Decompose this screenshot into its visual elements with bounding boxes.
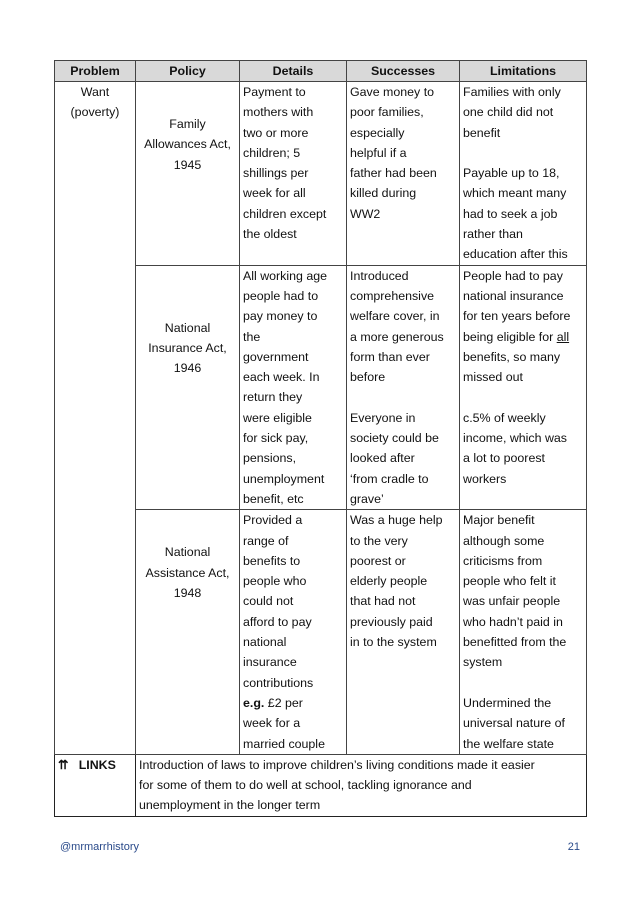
- problem-cell: Want (poverty): [55, 82, 136, 755]
- links-row: [55, 754, 587, 816]
- welfare-table: [54, 60, 587, 817]
- header-limitations: Limitations: [460, 61, 587, 82]
- successes-cell: Was a huge help to the very poorest or elderly people that had not previously paid in to the system: [347, 510, 460, 755]
- header-policy: Policy: [136, 61, 240, 82]
- details-bold-text: e.g.: [243, 695, 265, 710]
- details-cell: All working age people had to pay money to the government each week. In return they were eligible for sick pay, pensions, unemployment benefit, etc: [240, 265, 347, 510]
- double-up-arrow-icon: ⇈: [58, 757, 69, 772]
- limitations-cell: [460, 265, 587, 510]
- links-label-cell: [55, 754, 136, 816]
- links-label: LINKS: [78, 757, 116, 772]
- limitations-text-a: People had to pay national insurance for ten years before being eligible for: [463, 268, 571, 344]
- limitations-text-b: benefits, so many missed out c.5% of weekly income, which was a lot to poorest workers: [463, 349, 567, 486]
- header-successes: Successes: [347, 61, 460, 82]
- details-text-b: £2 per week for a married couple: [243, 695, 325, 751]
- header-problem: Problem: [55, 61, 136, 82]
- details-text-a: Provided a range of benefits to people who could not afford to pay national insurance contributions: [243, 513, 314, 690]
- policy-cell: National Insurance Act, 1946: [136, 265, 240, 510]
- successes-cell: Gave money to poor families, especially helpful if a father had been killed during WW2: [347, 82, 460, 266]
- links-text: Introduction of laws to improve children’s living conditions made it easier for some of them to do well at school, tackling ignorance and unemployment in the longer term: [136, 754, 587, 816]
- header-details: Details: [240, 61, 347, 82]
- limitations-underlined-word: all: [556, 329, 570, 344]
- policy-cell: National Assistance Act, 1948: [136, 510, 240, 755]
- policy-cell: Family Allowances Act, 1945: [136, 82, 240, 266]
- limitations-cell: Families with only one child did not benefit Payable up to 18, which meant many had to seek a job rather than education after this: [460, 82, 587, 266]
- details-cell: [240, 510, 347, 755]
- page-number: 21: [567, 841, 580, 853]
- table-row: [55, 82, 587, 266]
- limitations-cell: Major benefit although some criticisms from people who felt it was unfair people who hadn’t paid in benefitted from the system Undermined the universal nature of the welfare state: [460, 510, 587, 755]
- table-header-row: [55, 61, 587, 82]
- successes-cell: Introduced comprehensive welfare cover, in a more generous form than ever before Everyone in society could be looked after ‘from cradle to grave’: [347, 265, 460, 510]
- details-cell: Payment to mothers with two or more children; 5 shillings per week for all children except the oldest: [240, 82, 347, 266]
- footer-handle: @mrmarrhistory: [60, 841, 139, 853]
